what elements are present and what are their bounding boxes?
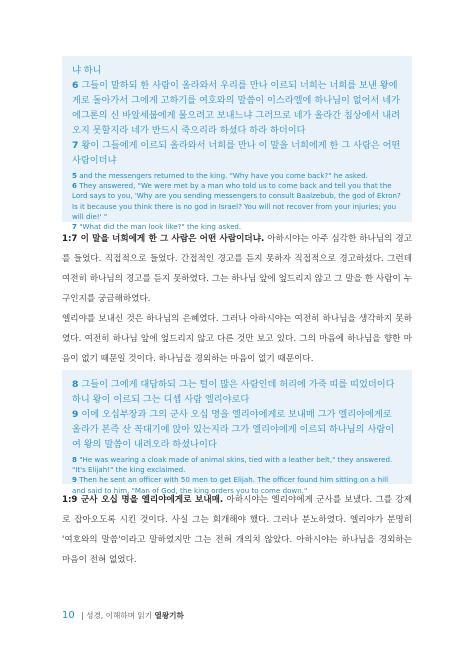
verse-text: and the messengers returned to the king. "Why have you come back?" he asked. <box>76 171 368 180</box>
scripture-box-2 <box>62 370 412 495</box>
verse-text: 이에 오십부장과 그의 군사 오십 명을 엘리야에게로 보내매 그가 엘리야에게로 올라가 본즉 산 꼭대기에 앉아 있는지라 그가 엘리야에게 이르되 하나님의 사람이여 왕의 말씀이 내려오라 하셨나이다 <box>72 409 395 450</box>
verse-ko <box>72 63 402 168</box>
verse-number: 8 <box>72 379 79 390</box>
commentary-1 <box>62 229 412 369</box>
commentary-2 <box>62 490 412 570</box>
verse-text: 그들이 그에게 대답하되 그는 털이 많은 사람인데 허리에 가죽 띠를 띠었더이다 하니 왕이 이르되 그는 디셉 사람 엘리야로다 <box>72 379 395 405</box>
commentary-lead: 1:7 이 말을 너희에게 한 그 사람은 어떤 사람이더냐. <box>62 234 265 244</box>
verse-number: 9 <box>72 409 79 420</box>
page-footer <box>62 610 184 621</box>
verse-number: 6 <box>72 80 79 91</box>
verse-number: 7 <box>72 222 77 232</box>
scripture-box-1 <box>62 56 412 232</box>
verse-number: 9 <box>72 475 77 485</box>
verse-number: 6 <box>72 181 77 191</box>
verse-text: "He was wearing a cloak made of animal skins, tied with a leather belt," they answered. "It's Elijah!" the king exclaimed. <box>72 455 393 475</box>
verse-ko <box>72 377 402 452</box>
verse-text: Then he sent an officer with 50 men to get Elijah. The officer found him sitting on a hill and said to him, "Man of God, the king orders you to come down." <box>72 475 389 495</box>
verse-text: They answered, "We were met by a man who told us to come back and tell you that the Lord says to you, 'Why are you sending messengers to consult Baalzebub, the god of Ekron? Is it because you think there is no god in Israel? You will not recover from your injuries; you will die!' " <box>72 181 401 221</box>
book-title: 열왕기하 <box>154 611 184 620</box>
series-title: 성경, 이해하며 읽기 <box>86 611 153 620</box>
verse-en <box>72 171 402 181</box>
verse-number: 8 <box>72 455 77 464</box>
commentary-text: 아하시야는 엘리야에게 군사를 보냈다. 그를 강제로 잡아오도록 시킨 것이다. 사실 그는 회개해야 했다. 그러나 분노하였다. 엘리야가 분명히 '여호와의 말씀'이라고 말하였지만 그는 전혀 개의치 않았다. 아하시야는 하나님을 경외하는 마음이 전혀 없었다. <box>62 495 412 565</box>
commentary-text: 아하시야는 아주 심각한 하나님의 경고를 들었다. 직접적으로 들었다. 간접적인 경고를 듣지 못하자 직접적으로 경고하셨다. 그런데 여전히 하나님의 경고를 듣지 못하였다. 그는 하나님 앞에 엎드리지 않고 그 말을 한 사람이 누구인지를 궁금해하였다. <box>62 234 413 304</box>
verse-en-block <box>72 171 402 232</box>
verse-en <box>72 455 402 475</box>
verse-number: 7 <box>72 140 79 151</box>
footer-separator: | <box>81 611 84 620</box>
verse-text: 왕이 그들에게 이르되 올라와서 너희를 만나 이 말을 너희에게 한 그 사람은 어떤 사람이더냐 <box>72 140 401 166</box>
verse-text: 냐 하니 <box>72 65 102 76</box>
page-number: 10 <box>62 610 75 621</box>
commentary-text: 엘리야를 보내신 것은 하나님의 은혜였다. 그러나 아하시야는 여전히 하나님을 생각하지 못하였다. 여전히 하나님 앞에 엎드리지 않고 다른 것만 보고 있다. 그의 마음에 하나님을 향한 마음이 없기 때문일 것이다. 하나님을 경외하는 마음이 없기 때문이다. <box>62 314 412 364</box>
verse-en <box>72 181 402 222</box>
verse-text: 그들이 말하되 한 사람이 올라와서 우리를 만나 이르되 너희는 너희를 보낸 왕에게로 돌아가서 그에게 고하기를 여호와의 말씀이 이스라엘에 하나님이 없어서 네가 에그론의 신 바알세붑에게 물으려고 보내느냐 그러므로 네가 올라간 침상에서 내려오지 못할지라 네가 반드시 죽으리라 하셨다 하라 하더이다 <box>72 80 401 136</box>
verse-text: "What did the man look like?" the king asked. <box>76 222 242 232</box>
verse-number: 5 <box>72 171 77 180</box>
commentary-lead: 1:9 군사 오십 명을 엘리야에게로 보내매. <box>62 495 224 505</box>
